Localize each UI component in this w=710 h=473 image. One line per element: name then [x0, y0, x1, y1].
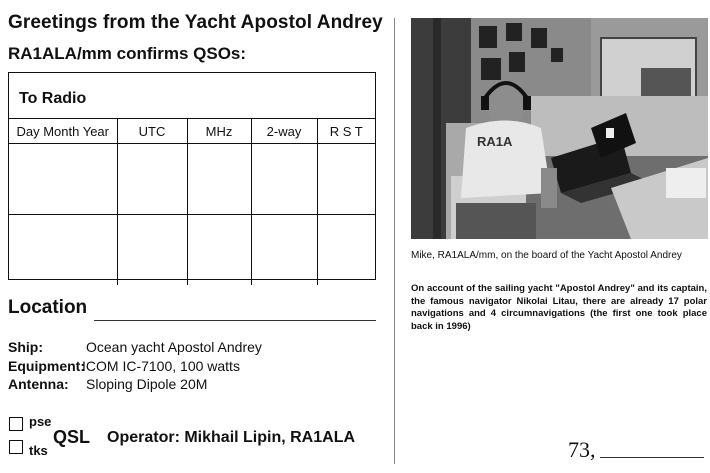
ship-label: Ship:: [8, 339, 43, 355]
qso-header-row: [9, 119, 375, 144]
ship-line: [8, 339, 262, 355]
col-rst: R S T: [317, 119, 375, 144]
col-mhz: MHz: [187, 119, 251, 144]
qso-table-title: To Radio: [19, 90, 87, 107]
operator-photo: [411, 18, 708, 239]
qso-cell: [187, 215, 251, 286]
qso-cell: [9, 144, 117, 215]
qso-grid: [9, 118, 375, 285]
qso-row: [9, 215, 375, 286]
qso-cell: [9, 215, 117, 286]
pse-checkbox[interactable]: [9, 417, 23, 431]
photo-illustration: [411, 18, 708, 239]
signature-line: [600, 457, 704, 458]
qso-cell: [187, 144, 251, 215]
col-date: Day Month Year: [9, 119, 117, 144]
location-heading: Location: [8, 297, 88, 318]
antenna-value: Sloping Dipole 20M: [86, 376, 208, 392]
equipment-value: ICOM IC-7100, 100 watts: [82, 358, 240, 374]
location-line: [94, 320, 376, 321]
qso-cell: [317, 144, 375, 215]
col-utc: UTC: [117, 119, 187, 144]
confirms-heading: RA1ALA/mm confirms QSOs:: [8, 44, 247, 63]
qso-table: [8, 72, 376, 280]
equipment-label: Equipment:: [8, 358, 85, 374]
qso-cell: [117, 215, 187, 286]
pse-label: pse: [29, 414, 52, 429]
signoff-73: 73,: [568, 437, 596, 462]
operator-text: Operator: Mikhail Lipin, RA1ALA: [107, 429, 356, 446]
qso-cell: [117, 144, 187, 215]
photo-caption: Mike, RA1ALA/mm, on the board of the Yacht Apostol Andrey: [411, 250, 682, 261]
ship-value: Ocean yacht Apostol Andrey: [86, 339, 262, 355]
col-2way: 2-way: [251, 119, 317, 144]
qso-row: [9, 144, 375, 215]
qso-cell: [251, 215, 317, 286]
equipment-line: [8, 358, 240, 374]
qso-cell: [317, 215, 375, 286]
antenna-line: [8, 376, 207, 392]
tks-label: tks: [29, 443, 48, 458]
shirt-text: RA1A: [477, 134, 513, 149]
tks-checkbox[interactable]: [9, 440, 23, 454]
vertical-divider: [394, 18, 395, 464]
qsl-label: QSL: [53, 427, 91, 447]
greeting-title: Greetings from the Yacht Apostol Andrey: [8, 12, 383, 33]
antenna-label: Antenna:: [8, 376, 69, 392]
yacht-description: On account of the sailing yacht "Apostol Andrey" and its captain, the famous navigator Nikolai Litau, there are already 17 polar navigations and 4 circumnavigations (the first one took place back in 1996): [411, 283, 707, 332]
qso-cell: [251, 144, 317, 215]
